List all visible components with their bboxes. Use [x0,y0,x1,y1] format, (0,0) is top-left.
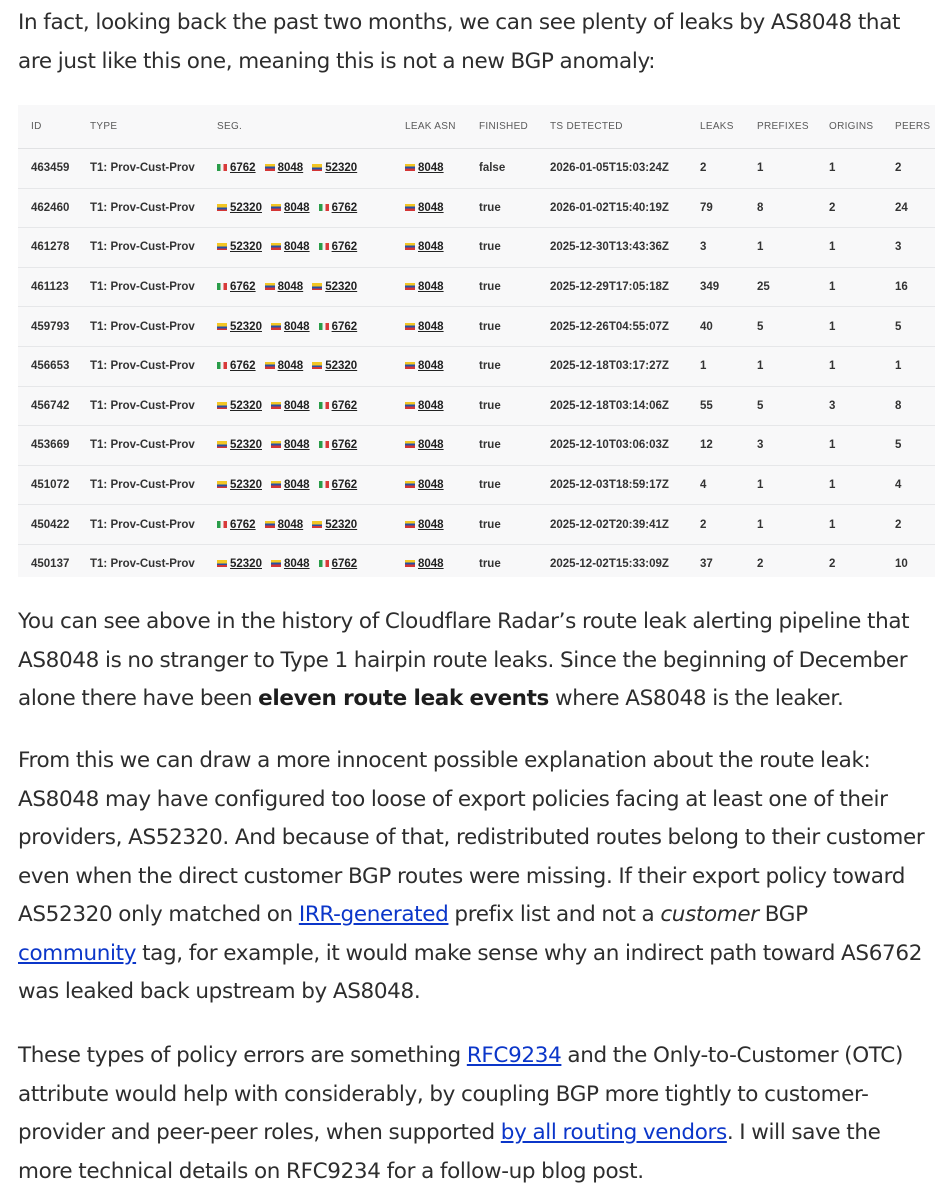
peers-count: 16 [895,267,935,307]
flag-ve-icon [271,402,281,409]
flag-co-icon [217,204,227,211]
leak-type: T1: Prov-Cust-Prov [90,149,217,189]
table-row [18,346,935,386]
asn-link[interactable]: 52320 [230,201,262,214]
prefixes-count: 1 [757,346,829,386]
flag-co-icon [217,243,227,250]
flag-ve-icon [405,441,415,448]
prefixes-count: 8 [757,188,829,228]
leaks-count: 349 [700,267,757,307]
leak-asn [405,188,479,228]
flag-ve-icon [271,243,281,250]
finished-status: true [479,465,550,505]
asn-link[interactable]: 6762 [230,518,256,531]
peers-count: 10 [895,558,908,571]
leak-type: T1: Prov-Cust-Prov [90,267,217,307]
segment-path [217,307,405,347]
column-header-type: TYPE [90,105,217,149]
flag-ve-icon [405,362,415,369]
peers-count: 2 [895,505,935,545]
table-row [18,307,935,347]
origins-count: 2 [829,188,895,228]
table-row [18,188,935,228]
rfc-paragraph: These types of policy errors are something RFC9234 and the Only-to-Customer (OTC) attribute would help with considerably, by coupling BGP more tightly to customer-provider and peer-peer roles, when supported by all routing vendors. I will save the more technical details on RFC9234 for a follow-up blog post. [18,1043,904,1184]
ts-detected: 2026-01-05T15:03:24Z [550,149,700,189]
asn-link[interactable]: 52320 [230,241,262,254]
asn-link[interactable]: 8048 [283,399,310,412]
flag-it-icon [319,323,329,330]
peers-count: 24 [895,188,935,228]
table-header-row [18,105,935,149]
asn-link[interactable]: 52320 [230,320,262,333]
finished-status: true [479,386,550,426]
segment-path [217,267,405,307]
leaks-count: 2 [700,505,757,545]
column-header-seg: SEG. [217,105,405,149]
asn-link[interactable]: 8048 [277,360,304,373]
column-header-leaks: LEAKS [700,105,757,149]
leak-asn [405,307,479,347]
column-header-id: ID [31,105,90,149]
leak-id: 461123 [31,267,90,307]
asn-link[interactable]: 8048 [418,241,444,254]
prefixes-count: 1 [757,228,829,268]
segment-path [217,346,405,386]
asn-link[interactable]: 52320 [325,360,358,373]
origins-count: 1 [829,346,895,386]
origins-count: 2 [829,558,836,571]
flag-ve-icon [405,481,415,488]
column-header-leak-asn: LEAK ASN [405,105,479,149]
table-row [18,465,935,505]
flag-co-icon [217,560,227,567]
history-paragraph: You can see above in the history of Cloudflare Radar’s route leak alerting pipeline that AS8048 is no stranger to Type 1 hairpin route leaks. Since the beginning of December alone there have been eleven route leak events where AS8048 is the leaker. [18,609,910,711]
asn-link[interactable]: 8048 [418,162,444,175]
leaks-count: 4 [700,465,757,505]
asn-link[interactable]: 8048 [283,241,310,254]
flag-ve-icon [265,164,275,171]
column-header-ts: TS DETECTED [550,105,700,149]
finished-status: false [479,149,550,189]
asn-link[interactable]: 8048 [418,360,444,373]
finished-status: true [479,558,501,571]
rfc9234-link[interactable]: RFC9234 [466,1043,562,1068]
flag-co-icon [312,521,322,528]
column-header-prefixes: PREFIXES [757,105,829,149]
irr-generated-link[interactable]: IRR-generated [298,902,449,927]
ts-detected: 2025-12-02T15:33:09Z [550,558,669,571]
flag-ve-icon [271,441,281,448]
flag-ve-icon [405,323,415,330]
column-header-peers: PEERS [895,105,935,149]
leaks-count: 79 [700,188,757,228]
flag-ve-icon [265,521,275,528]
flag-co-icon [312,164,322,171]
asn-link[interactable]: 8048 [277,518,304,531]
table-row [18,267,935,307]
flag-ve-icon [271,204,281,211]
flag-ve-icon [405,164,415,171]
finished-status: true [479,307,550,347]
segment-path [217,426,405,466]
leak-table [18,105,935,577]
leak-id: 463459 [31,149,90,189]
flag-co-icon [217,323,227,330]
origins-count: 1 [829,149,895,189]
leak-id: 453669 [31,426,90,466]
asn-link[interactable]: 8048 [418,479,444,492]
peers-count: 5 [895,307,935,347]
asn-link[interactable]: 8048 [283,201,310,214]
origins-count: 1 [829,267,895,307]
flag-co-icon [217,481,227,488]
segment-path [217,386,405,426]
leak-asn [405,505,479,545]
flag-ve-icon [265,283,275,290]
asn-link[interactable]: 6762 [331,399,358,412]
flag-ve-icon [405,560,415,567]
intro-paragraph: In fact, looking back the past two months, we can see plenty of leaks by AS8048 that are just like this one, meaning this is not a new BGP anomaly: [18,10,901,74]
leak-type: T1: Prov-Cust-Prov [90,505,217,545]
ts-detected: 2025-12-29T17:05:18Z [550,267,700,307]
leak-type: T1: Prov-Cust-Prov [90,426,217,466]
table-row [18,505,935,545]
leak-asn [405,267,479,307]
leak-type: T1: Prov-Cust-Prov [90,558,195,571]
prefixes-count: 25 [757,267,829,307]
origins-count: 1 [829,465,895,505]
origins-count: 1 [829,307,895,347]
flag-ve-icon [405,243,415,250]
asn-link[interactable]: 8048 [418,201,444,214]
leak-asn [405,228,479,268]
flag-ve-icon [265,362,275,369]
peers-count: 2 [895,149,935,189]
peers-count: 5 [895,426,935,466]
route-leak-table [18,105,935,577]
leaks-count: 3 [700,228,757,268]
leak-type: T1: Prov-Cust-Prov [90,188,217,228]
segment-path [217,228,405,268]
asn-link[interactable]: 8048 [418,439,444,452]
prefixes-count: 2 [757,558,764,571]
prefixes-count: 1 [757,465,829,505]
origins-count: 1 [829,426,895,466]
leak-id: 459793 [31,307,90,347]
table-row [18,149,935,189]
leak-type: T1: Prov-Cust-Prov [90,386,217,426]
prefixes-count: 5 [757,386,829,426]
leaks-count: 2 [700,149,757,189]
asn-link[interactable]: 8048 [283,558,310,571]
asn-link[interactable]: 52320 [230,439,262,452]
flag-it-icon [217,283,227,290]
table-row [18,386,935,426]
ts-detected: 2025-12-10T03:06:03Z [550,426,700,466]
segment-path [217,465,405,505]
flag-it-icon [217,362,227,369]
flag-it-icon [217,164,227,171]
finished-status: true [479,188,550,228]
asn-link[interactable]: 8048 [277,162,304,175]
asn-link[interactable]: 8048 [418,399,444,412]
segment-path [217,149,405,189]
asn-link[interactable]: 6762 [331,439,358,452]
explanation-paragraph: From this we can draw a more innocent possible explanation about the route leak: AS8048 may have configured too loose of export policies facing at least one of their providers, AS52320. And because of that, redistributed routes belong to their customer even when the direct customer BGP routes were missing. If their export policy toward AS52320 only matched on IRR-generated prefix list and not a customer BGP community tag, for example, it would make sense why an indirect path toward AS6762 was leaked back upstream by AS8048. [18,748,925,1004]
asn-link[interactable]: 8048 [418,320,444,333]
leak-asn [405,544,479,577]
peers-count: 3 [895,228,935,268]
leak-asn [405,346,479,386]
flag-ve-icon [405,521,415,528]
asn-link[interactable]: 8048 [418,558,444,571]
asn-link[interactable]: 6762 [331,558,358,571]
leak-id: 461278 [31,228,90,268]
leak-id: 456742 [31,386,90,426]
origins-count: 3 [829,386,895,426]
leak-id: 450422 [31,505,90,545]
asn-link[interactable]: 52320 [325,162,358,175]
flag-co-icon [217,402,227,409]
prefixes-count: 1 [757,505,829,545]
asn-link[interactable]: 8048 [283,320,310,333]
ts-detected: 2025-12-18T03:14:06Z [550,386,700,426]
prefixes-count: 1 [757,149,829,189]
leaks-count: 37 [700,558,713,571]
ts-detected: 2025-12-18T03:17:27Z [550,346,700,386]
flag-ve-icon [271,323,281,330]
peers-count: 1 [895,346,935,386]
asn-link[interactable]: 8048 [283,439,310,452]
asn-link[interactable]: 52320 [325,518,358,531]
asn-link[interactable]: 8048 [283,479,310,492]
leak-id: 451072 [31,465,90,505]
flag-co-icon [312,283,322,290]
leak-id: 456653 [31,346,90,386]
segment-path [217,544,405,577]
flag-ve-icon [271,560,281,567]
flag-co-icon [312,362,322,369]
finished-status: true [479,228,550,268]
leak-id: 462460 [31,188,90,228]
flag-ve-icon [271,481,281,488]
flag-it-icon [319,441,329,448]
origins-count: 1 [829,228,895,268]
flag-it-icon [319,204,329,211]
leak-type: T1: Prov-Cust-Prov [90,346,217,386]
asn-link[interactable]: 52320 [325,281,358,294]
flag-ve-icon [405,402,415,409]
finished-status: true [479,505,550,545]
flag-ve-icon [405,204,415,211]
ts-detected: 2025-12-30T13:43:36Z [550,228,700,268]
asn-link[interactable]: 6762 [230,281,256,294]
leak-asn [405,465,479,505]
finished-status: true [479,426,550,466]
community-link[interactable]: community [18,940,137,966]
routing-vendors-link[interactable]: by all routing vendors [500,1120,727,1145]
asn-link[interactable]: 6762 [331,201,358,214]
asn-link[interactable]: 8048 [277,281,304,294]
route-leak-count: eleven route leak events [258,686,550,711]
table-row [18,426,935,466]
leaks-count: 40 [700,307,757,347]
leaks-count: 1 [700,346,757,386]
flag-it-icon [319,402,329,409]
leak-type: T1: Prov-Cust-Prov [90,465,217,505]
flag-it-icon [319,560,329,567]
table-row [18,228,935,268]
origins-count: 1 [829,505,895,545]
column-header-origins: ORIGINS [829,105,895,149]
leak-type: T1: Prov-Cust-Prov [90,228,217,268]
asn-link[interactable]: 52320 [230,479,262,492]
asn-link[interactable]: 6762 [230,162,256,175]
leak-asn [405,149,479,189]
leak-asn [405,386,479,426]
flag-co-icon [217,441,227,448]
column-header-finished: FINISHED [479,105,550,149]
asn-link[interactable]: 8048 [418,281,444,294]
segment-path [217,505,405,545]
peers-count: 8 [895,386,935,426]
ts-detected: 2025-12-26T04:55:07Z [550,307,700,347]
finished-status: true [479,267,550,307]
flag-it-icon [217,521,227,528]
table-row [18,544,935,577]
peers-count: 4 [895,465,935,505]
asn-link[interactable]: 6762 [331,479,358,492]
leak-asn [405,426,479,466]
asn-link[interactable]: 6762 [331,320,358,333]
asn-link[interactable]: 6762 [230,360,256,373]
flag-it-icon [319,481,329,488]
finished-status: true [479,346,550,386]
ts-detected: 2025-12-02T20:39:41Z [550,505,700,545]
asn-link[interactable]: 8048 [418,518,444,531]
leaks-count: 12 [700,426,757,466]
ts-detected: 2026-01-02T15:40:19Z [550,188,700,228]
prefixes-count: 3 [757,426,829,466]
leaks-count: 55 [700,386,757,426]
flag-it-icon [319,243,329,250]
asn-link[interactable]: 52320 [230,399,262,412]
segment-path [217,188,405,228]
asn-link[interactable]: 6762 [331,241,358,254]
flag-ve-icon [405,283,415,290]
leak-type: T1: Prov-Cust-Prov [90,307,217,347]
prefixes-count: 5 [757,307,829,347]
ts-detected: 2025-12-03T18:59:17Z [550,465,700,505]
asn-link[interactable]: 52320 [230,558,262,571]
leak-id: 450137 [31,558,70,571]
